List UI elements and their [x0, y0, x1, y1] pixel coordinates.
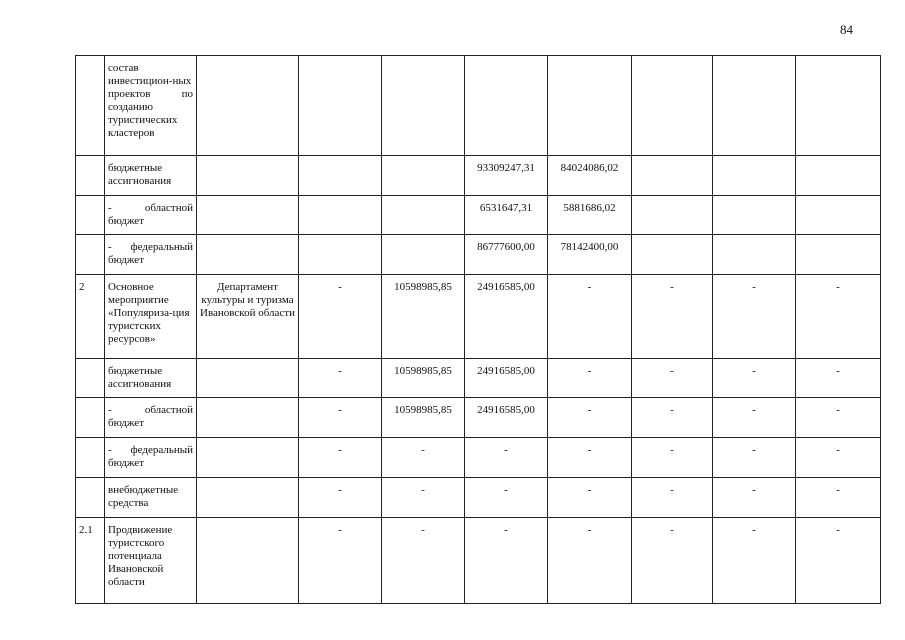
amount-cell: -	[299, 398, 382, 438]
executor-cell	[197, 398, 299, 438]
amount-cell: -	[548, 275, 632, 359]
amount-cell	[299, 235, 382, 275]
amount-cell: 24916585,00	[465, 359, 548, 398]
row-number-cell: 2	[76, 275, 105, 359]
amount-cell: -	[632, 398, 713, 438]
amount-cell	[632, 56, 713, 156]
amount-cell	[713, 196, 796, 235]
row-number-cell	[76, 359, 105, 398]
amount-cell	[796, 235, 881, 275]
budget-table	[75, 55, 881, 604]
amount-cell: -	[382, 518, 465, 604]
row-number-cell: 2.1	[76, 518, 105, 604]
amount-cell	[465, 56, 548, 156]
amount-cell	[299, 196, 382, 235]
amount-cell	[713, 156, 796, 196]
amount-cell: 24916585,00	[465, 275, 548, 359]
item-name-cell: бюджетные ассигнования	[105, 156, 197, 196]
amount-cell: -	[299, 438, 382, 478]
amount-cell: 10598985,85	[382, 359, 465, 398]
amount-cell: 86777600,00	[465, 235, 548, 275]
amount-cell: -	[796, 438, 881, 478]
table-row	[76, 518, 881, 604]
table-row	[76, 275, 881, 359]
amount-cell	[713, 235, 796, 275]
amount-cell: 78142400,00	[548, 235, 632, 275]
table-row	[76, 56, 881, 156]
table-row	[76, 359, 881, 398]
table-row	[76, 398, 881, 438]
item-name-cell: - областной бюджет	[105, 196, 197, 235]
amount-cell: -	[632, 478, 713, 518]
page-number: 84	[840, 22, 853, 37]
amount-cell: -	[713, 518, 796, 604]
row-number-cell	[76, 438, 105, 478]
executor-cell	[197, 196, 299, 235]
amount-cell: -	[299, 478, 382, 518]
amount-cell: -	[299, 518, 382, 604]
executor-cell	[197, 56, 299, 156]
item-name-cell: бюджетные ассигнования	[105, 359, 197, 398]
amount-cell	[299, 56, 382, 156]
amount-cell: 6531647,31	[465, 196, 548, 235]
amount-cell	[382, 156, 465, 196]
amount-cell: -	[465, 518, 548, 604]
amount-cell	[548, 56, 632, 156]
amount-cell: 5881686,02	[548, 196, 632, 235]
amount-cell: -	[632, 275, 713, 359]
amount-cell	[632, 235, 713, 275]
table-row	[76, 156, 881, 196]
item-name-cell: - областной бюджет	[105, 398, 197, 438]
item-name-cell: внебюджетные средства	[105, 478, 197, 518]
amount-cell: -	[796, 359, 881, 398]
amount-cell: 10598985,85	[382, 398, 465, 438]
item-name-cell: - федеральный бюджет	[105, 438, 197, 478]
item-name-cell: Продвижение туристского потенциала Ивановской области	[105, 518, 197, 604]
amount-cell: -	[382, 438, 465, 478]
amount-cell: -	[713, 275, 796, 359]
item-name-cell: состав инвестицион-ных проектов по созданию туристических кластеров	[105, 56, 197, 156]
amount-cell: -	[299, 275, 382, 359]
amount-cell	[382, 235, 465, 275]
amount-cell: -	[548, 359, 632, 398]
amount-cell: 10598985,85	[382, 275, 465, 359]
executor-cell	[197, 438, 299, 478]
executor-cell	[197, 235, 299, 275]
executor-cell	[197, 518, 299, 604]
amount-cell	[713, 56, 796, 156]
table-row	[76, 438, 881, 478]
table-row	[76, 235, 881, 275]
amount-cell: -	[465, 438, 548, 478]
amount-cell	[299, 156, 382, 196]
amount-cell: -	[713, 438, 796, 478]
amount-cell	[796, 56, 881, 156]
amount-cell	[632, 196, 713, 235]
amount-cell: 84024086,02	[548, 156, 632, 196]
amount-cell: -	[796, 518, 881, 604]
amount-cell: 24916585,00	[465, 398, 548, 438]
table-row	[76, 196, 881, 235]
amount-cell	[796, 156, 881, 196]
executor-cell: Департамент культуры и туризма Ивановской области	[197, 275, 299, 359]
item-name-cell: Основное мероприятие «Популяриза-ция туристских ресурсов»	[105, 275, 197, 359]
amount-cell: -	[632, 359, 713, 398]
row-number-cell	[76, 196, 105, 235]
amount-cell: -	[713, 478, 796, 518]
executor-cell	[197, 359, 299, 398]
amount-cell: -	[713, 359, 796, 398]
amount-cell: -	[632, 438, 713, 478]
amount-cell	[796, 196, 881, 235]
row-number-cell	[76, 478, 105, 518]
executor-cell	[197, 156, 299, 196]
executor-cell	[197, 478, 299, 518]
row-number-cell	[76, 235, 105, 275]
table-row	[76, 478, 881, 518]
amount-cell: -	[548, 478, 632, 518]
amount-cell: -	[548, 518, 632, 604]
item-name-cell: - федеральный бюджет	[105, 235, 197, 275]
row-number-cell	[76, 56, 105, 156]
amount-cell: 93309247,31	[465, 156, 548, 196]
amount-cell	[382, 196, 465, 235]
amount-cell: -	[796, 398, 881, 438]
amount-cell: -	[548, 438, 632, 478]
amount-cell: -	[796, 478, 881, 518]
amount-cell	[382, 56, 465, 156]
amount-cell: -	[299, 359, 382, 398]
amount-cell: -	[796, 275, 881, 359]
amount-cell: -	[548, 398, 632, 438]
amount-cell: -	[382, 478, 465, 518]
amount-cell: -	[713, 398, 796, 438]
amount-cell: -	[465, 478, 548, 518]
amount-cell	[632, 156, 713, 196]
amount-cell: -	[632, 518, 713, 604]
row-number-cell	[76, 156, 105, 196]
row-number-cell	[76, 398, 105, 438]
